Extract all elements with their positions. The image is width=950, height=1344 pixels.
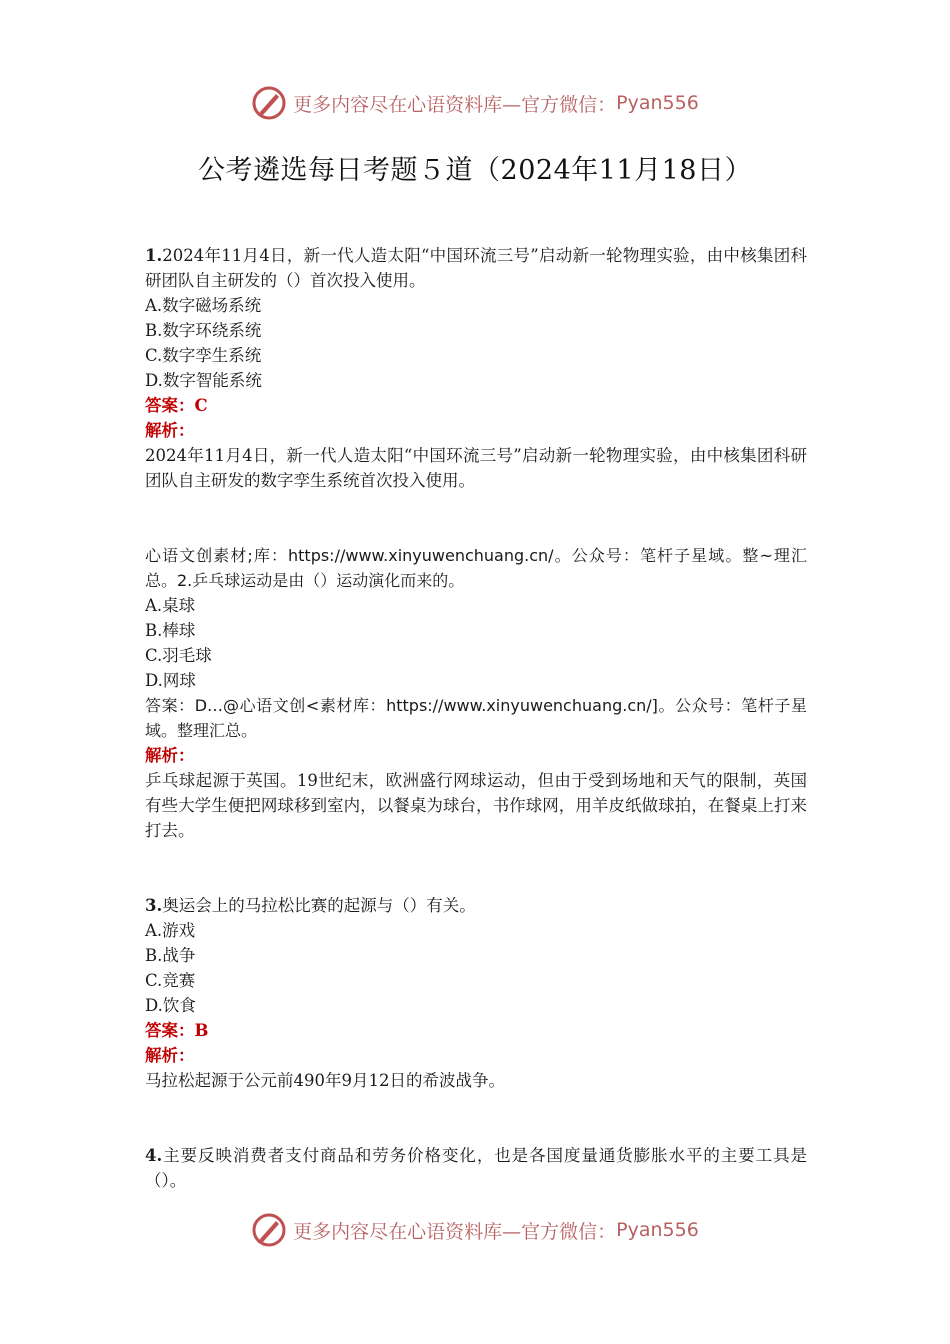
question-stem: 2024年11月4日，新一代人造太阳“中国环流三号”启动新一轮物理实验，由中核集团科研团队自主研发的（）首次投入使用。 xyxy=(145,246,807,290)
option-d: D.数字智能系统 xyxy=(145,371,262,390)
analysis-text: 马拉松起源于公元前490年9月12日的希波战争。 xyxy=(145,1071,505,1090)
banner-handle: Pyan556 xyxy=(616,1219,699,1241)
question-intro: 心语文创素材;库：https://www.xinyuwenchuang.cn/。公众号：笔杆子星域。整~理汇总。2.乒乓球运动是由（）运动演化而来的。 xyxy=(145,546,807,590)
question-number: 3. xyxy=(145,896,163,915)
option-a: A.数字磁场系统 xyxy=(145,296,262,315)
banner-handle: Pyan556 xyxy=(616,92,699,114)
analysis-label: 解析： xyxy=(145,1046,195,1065)
question-number: 4. xyxy=(145,1146,163,1165)
answer: 答案：D…@心语文创<素材库：https://www.xinyuwenchuang.cn/]。公众号：笔杆子星域。整理汇总。 xyxy=(145,696,807,740)
question-stem: 奥运会上的马拉松比赛的起源与（）有关。 xyxy=(162,896,476,915)
footer-banner xyxy=(0,1210,950,1250)
analysis-text: 乒乓球起源于英国。19世纪末，欧洲盛行网球运动，但由于受到场地和天气的限制，英国有些大学生便把网球移到室内，以餐桌为球台，书作球网，用羊皮纸做球拍，在餐桌上打来打去。 xyxy=(145,771,807,840)
question-3 xyxy=(145,893,807,1093)
option-b: B.棒球 xyxy=(145,621,196,640)
answer: 答案：B xyxy=(145,1021,209,1040)
option-a: A.桌球 xyxy=(145,596,196,615)
banner-text: 更多内容尽在心语资料库—官方微信： xyxy=(293,1220,617,1243)
analysis-text: 2024年11月4日，新一代人造太阳“中国环流三号”启动新一轮物理实验，由中核集团科研团队自主研发的数字孪生系统首次投入使用。 xyxy=(145,446,807,490)
question-2 xyxy=(145,543,807,843)
option-c: C.数字孪生系统 xyxy=(145,346,262,365)
analysis-label: 解析： xyxy=(145,746,195,765)
option-c: C.羽毛球 xyxy=(145,646,212,665)
option-a: A.游戏 xyxy=(145,921,196,940)
pen-logo-icon xyxy=(251,85,287,121)
option-b: B.战争 xyxy=(145,946,196,965)
option-b: B.数字环绕系统 xyxy=(145,321,262,340)
analysis-label: 解析： xyxy=(145,421,195,440)
option-d: D.网球 xyxy=(145,671,196,690)
pen-logo-icon xyxy=(251,1212,287,1248)
page-title: 公考遴选每日考题５道（2024年11月18日） xyxy=(198,155,752,186)
option-c: C.竞赛 xyxy=(145,971,196,990)
option-d: D.饮食 xyxy=(145,996,196,1015)
answer: 答案：C xyxy=(145,396,208,415)
question-stem: 主要反映消费者支付商品和劳务价格变化，也是各国度量通货膨胀水平的主要工具是（）。 xyxy=(145,1146,807,1190)
banner-text: 更多内容尽在心语资料库—官方微信： xyxy=(293,93,617,116)
question-4 xyxy=(145,1143,807,1193)
document-body xyxy=(145,243,807,1193)
question-1 xyxy=(145,243,807,493)
question-number: 1. xyxy=(145,246,163,265)
header-banner xyxy=(0,83,950,123)
